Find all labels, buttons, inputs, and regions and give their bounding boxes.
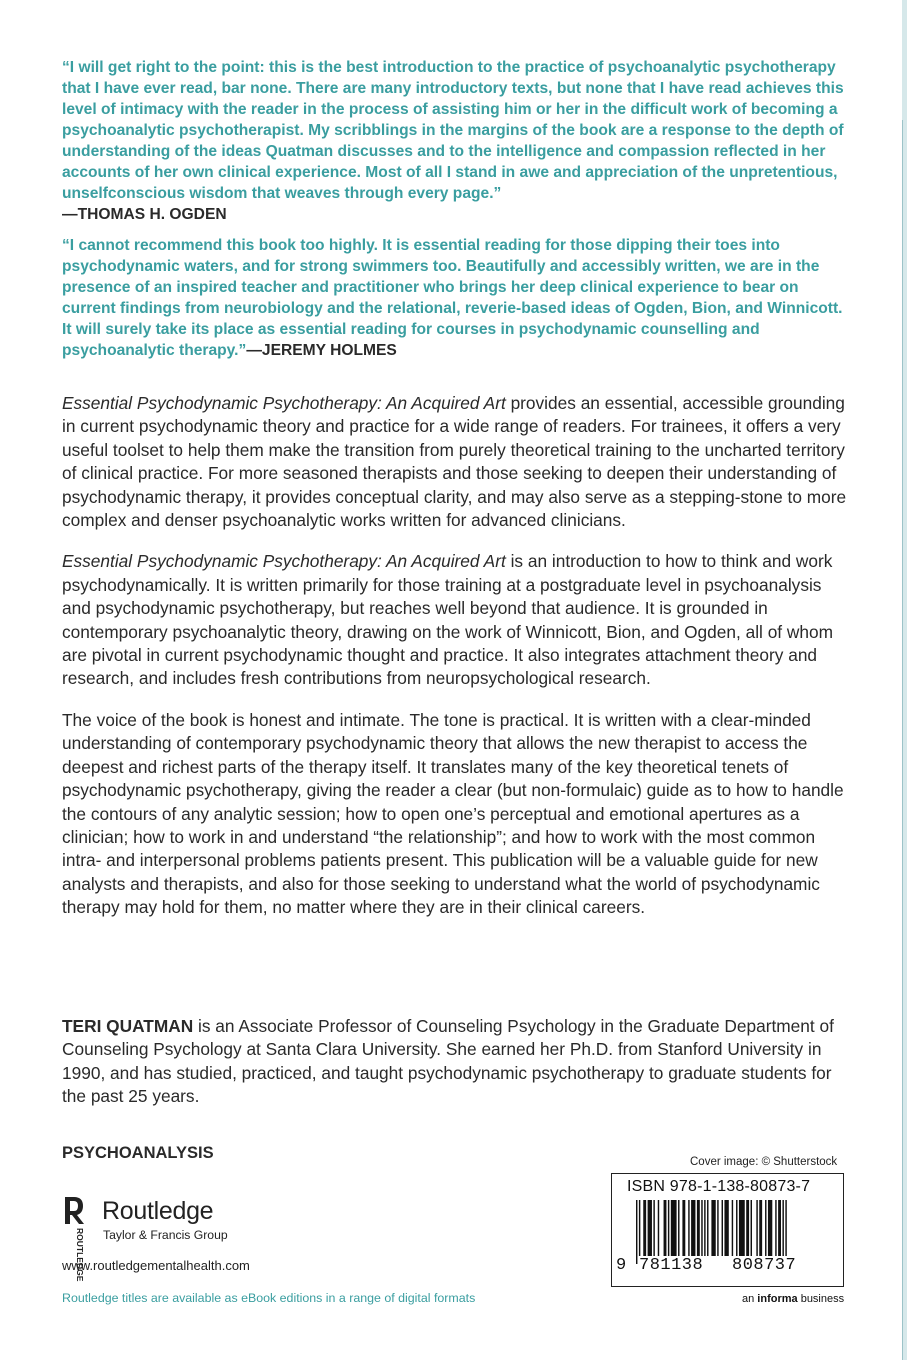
barcode-bar (688, 1200, 689, 1256)
barcode-bar (697, 1200, 700, 1256)
barcode-bar (658, 1200, 659, 1256)
cover-image-credit: Cover image: © Shutterstock (690, 1156, 838, 1168)
endorsement-text: “I will get right to the point: this is the best introduction to the practice of psychoanalytic psychotherapy that I have ever read, bar none. There are many introductory texts, but none that I have read achieves this level of intimacy with the reader in the process of assisting him or her in the difficult work of becoming a psychoanalytic psychotherapist. My scribblings in the margins of the book are a response to the depth of understanding of the ideas Quatman discusses and to the intelligence and compassion reflected in her accounts of her own clinical experience. Most of all I stand in awe and appreciation of the unpretentious, unselfconscious wisdom that weaves through every page.” (62, 59, 844, 202)
description-paragraph-3 (62, 709, 852, 920)
barcode-bar (707, 1200, 708, 1256)
barcode-bar (643, 1200, 646, 1256)
subject-category: PSYCHOANALYSIS (62, 1144, 214, 1162)
endorsement-attribution: —JEREMY HOLMES (246, 342, 397, 359)
description-paragraph-2 (62, 550, 852, 690)
barcode-digit-group-1: 781138 (639, 1256, 704, 1275)
barcode-bar (682, 1200, 685, 1256)
barcode-bar (711, 1200, 715, 1256)
author-name: TERI QUATMAN (62, 1016, 194, 1036)
isbn-barcode (611, 1173, 844, 1287)
barcode-bar (785, 1200, 786, 1264)
book-title-italic: Essential Psychodynamic Psychotherapy: An Acquired Art (62, 551, 506, 572)
endorsements (62, 57, 852, 361)
routledge-logo-mark-icon (62, 1195, 92, 1282)
barcode-bar (636, 1200, 637, 1264)
barcode-bar (782, 1200, 783, 1264)
barcode-bar (717, 1200, 718, 1256)
cover-edge-strip (902, 0, 907, 1360)
book-description (62, 392, 852, 938)
barcode-lead-digit: 9 (616, 1256, 627, 1275)
ebook-note: Routledge titles are available as eBook editions in a range of digital formats (62, 1291, 476, 1305)
routledge-vertical-text: ROUTLEDGE (75, 1228, 85, 1282)
informa-brand: informa (757, 1293, 798, 1305)
paragraph-text: provides an essential, accessible grounding in current psychodynamic theory and practice for a wide range of readers. For trainees, it offers a very useful toolset to help them make the transition from purely theoretical training to the uncharted territory of clinical practice. For more seasoned therapists and those seeking to deepen their understanding of psychodynamic therapy, it provides conceptual clarity, and may also serve as a stepping-stone to more complex and denser psychoanalytic works written for advanced clinicians. (62, 393, 847, 531)
informa-prefix: an (742, 1293, 758, 1305)
barcode-bar (775, 1200, 776, 1256)
barcode-bar (751, 1200, 752, 1256)
barcode-bar (756, 1200, 757, 1256)
isbn-label: ISBN 978-1-138-80873-7 (627, 1178, 811, 1195)
endorsement-ogden (62, 57, 852, 225)
barcode-bar (765, 1200, 766, 1256)
book-title-italic: Essential Psychodynamic Psychotherapy: An Acquired Art (62, 393, 506, 413)
barcode-bar (739, 1200, 745, 1256)
barcode-bar (736, 1200, 737, 1256)
barcode-bar (704, 1200, 705, 1256)
endorsement-text: “I cannot recommend this book too highly. It is essential reading for those dipping their toes into psychodynamic waters, and for strong swimmers too. Beautifully and accessibly written, we are in the presence of an inspired teacher and practitioner who brings her deep clinical experience to bear on current findings from neurobiology and the relational, reverie-based ideas of Ogden, Bion, and Winnicott. It will surely take its place as essential reading for courses in psychodynamic counselling and psychoanalytic therapy.” (62, 237, 843, 359)
informa-suffix: business (797, 1293, 845, 1305)
description-paragraph-1 (62, 392, 852, 532)
paragraph-text: The voice of the book is honest and intimate. The tone is practical. It is written with a clear-minded understanding of contemporary psychodynamic theory that allows the new therapist to access the deepest and richest parts of the therapy itself. It translates many of the key theoretical tenets of psychodynamic psychotherapy, giving the reader a clear (but non-formulaic) guide as to how to handle the contours of any analytic session; how to open one’s perceptual and emotional apertures as a clinician; how to work in and understand “the relationship”; and how to work with the most common intra- and interpersonal problems patients present. This publication will be a valuable guide for new analysts and therapists, and also for those seeking to understand what the world of psychodynamic therapy may hold for them, no matter where they are in their clinical careers. (62, 709, 844, 918)
author-bio-text: is an Associate Professor of Counseling Psychology in the Graduate Department of Counseling Psychology at Santa Clara University. She earned her Ph.D. from Stanford University in 1990, and has studied, practiced, and taught psychodynamic psychotherapy to graduate students for the past 25 years. (62, 1016, 834, 1107)
barcode-digit-group-2: 808737 (732, 1256, 797, 1275)
barcode-bar (671, 1200, 677, 1256)
barcode-bar (759, 1200, 762, 1256)
barcode-bar (768, 1200, 772, 1256)
barcode-bar (732, 1200, 733, 1256)
paragraph-text: is an introduction to how to think and work psychodynamically. It is written primarily for those training at a postgraduate level in psychoanalysis and psychodynamic psychotherapy, but reaches well beyond that audience. It is grounded in contemporary psychoanalytic theory, drawing on the work of Winnicott, Bion, and Ogden, all of whom are pivotal in current psychodynamic thought and practice. It also integrates attachment theory and research, and includes fresh contributions from neuropsychological research. (62, 551, 834, 689)
barcode-bar (653, 1200, 654, 1256)
publisher-group: Taylor & Francis Group (103, 1228, 228, 1242)
informa-business-tag (742, 1293, 844, 1305)
endorsement-holmes (62, 235, 852, 361)
barcode-bar (724, 1200, 728, 1256)
barcode-bar (746, 1200, 749, 1256)
barcode-bar (691, 1200, 695, 1256)
barcode-bar (678, 1200, 679, 1256)
barcode-bars (636, 1200, 833, 1264)
barcode-bar (639, 1200, 640, 1264)
barcode-bar (664, 1200, 667, 1256)
publisher-name: Routledge (102, 1197, 214, 1225)
author-bio (62, 1015, 852, 1109)
barcode-bar (648, 1200, 652, 1256)
barcode-bar (701, 1200, 702, 1256)
publisher-website[interactable]: www.routledgementalhealth.com (62, 1258, 250, 1273)
barcode-bar (778, 1200, 781, 1256)
barcode-bar (722, 1200, 723, 1256)
barcode-bar (668, 1200, 669, 1256)
endorsement-attribution: —THOMAS H. OGDEN (62, 206, 227, 223)
